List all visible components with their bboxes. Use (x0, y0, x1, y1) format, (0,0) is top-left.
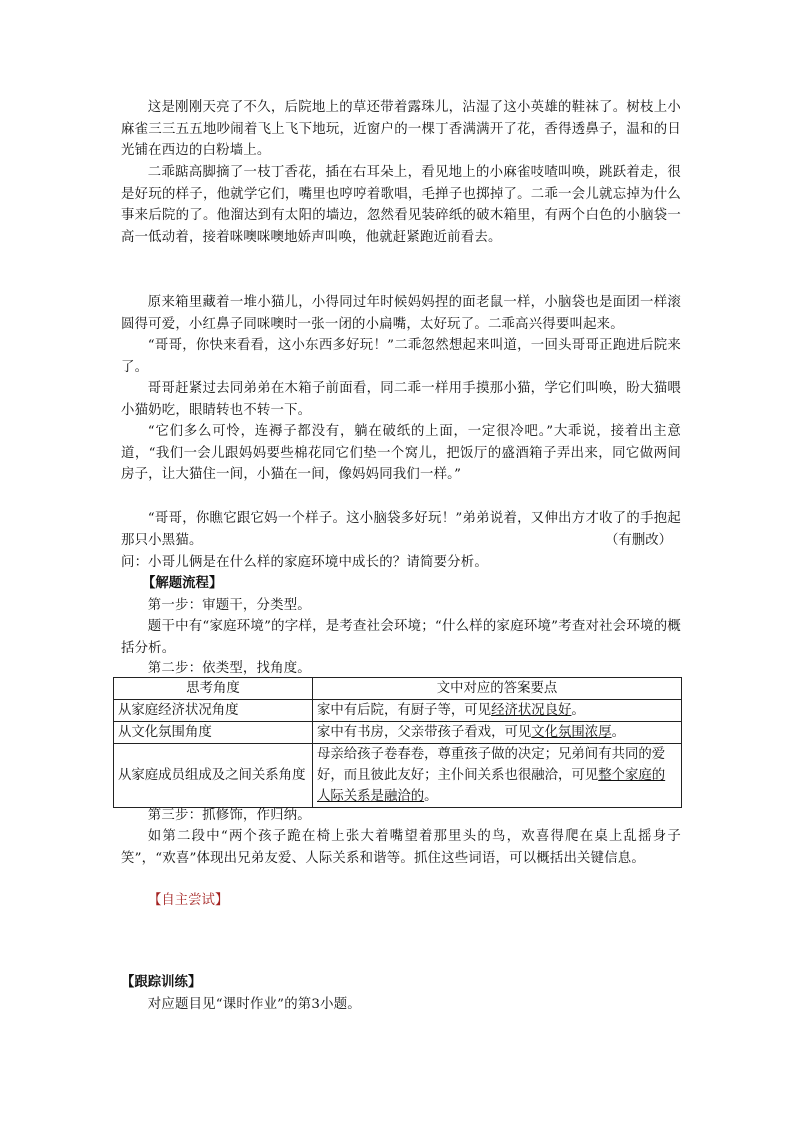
revision-note: （有删改） (605, 533, 672, 548)
table-cell-points (313, 722, 682, 744)
table-cell-angle: 从家庭成员组成及之间关系角度 (114, 744, 313, 808)
process-heading: 【解题流程】 (142, 575, 223, 591)
story-paragraph-5: 哥哥赶紧过去同弟弟在木箱子前面看，同二乖一样用手摸那小猫，学它们叫唤，盼大猫喂小猫奶吃，眼睛转也不转一下。 (121, 381, 681, 418)
table-cell-angle: 从文化氛围角度 (114, 722, 313, 744)
point-text: 家中有书房，父亲带孩子看戏，可见 (317, 725, 532, 740)
point-underlined: 整个家庭的人际关系是融洽的 (317, 768, 666, 804)
step2-label: 第二步：依类型，找角度。 (147, 661, 311, 676)
question-text: 问：小哥儿俩是在什么样的家庭环境中成长的？请简要分析。 (121, 555, 488, 570)
table-cell-points (313, 744, 682, 808)
story-paragraph-6: “它们多么可怜，连褥子都没有，躺在破纸的上面，一定很冷吧。”大乖说，接着出主意道，“我们一会儿跟妈妈要些棉花同它们垫一个窝儿，把饭厅的盛酒箱子弄出来，同它做两间房子，让大猫住一间，小猫在一间，像妈妈同我们一样。” (121, 424, 681, 483)
point-end: 。 (571, 703, 585, 718)
story-paragraph-2: 二乖踮高脚摘了一枝丁香花，插在右耳朵上，看见地上的小麻雀吱喳叫唤，跳跃着走，很是好玩的样子，他就学它们，嘴里也哼哼着歌唱，毛掸子也掷掉了。二乖一会儿就忘掉为什么事来后院的了。他溜达到有太阳的墙边，忽然看见装碎纸的破木箱里，有两个白色的小脑袋一高一低动着，接着咪噢咪噢地娇声叫唤，他就赶紧跑近前看去。 (121, 165, 681, 245)
point-end: 。 (424, 789, 438, 804)
table-cell-angle: 从家庭经济状况角度 (114, 700, 313, 722)
table-cell-points (313, 700, 682, 722)
step3-label: 第三步：抓修饰，作归纳。 (147, 808, 311, 823)
answer-table-header-row (114, 678, 682, 700)
follow-heading: 【跟踪训练】 (121, 974, 202, 990)
story-paragraph-1: 这是刚刚天亮了不久，后院地上的草还带着露珠儿，沾湿了这小英雄的鞋袜了。树枝上小麻雀三三五五地吵闹着飞上飞下地玩，近窗户的一棵丁香满满开了花，香得透鼻子，温和的日光铺在西边的白粉墙上。 (121, 100, 681, 159)
point-underlined: 经济状况良好 (491, 703, 572, 718)
table-header-angle: 思考角度 (114, 678, 313, 700)
step3-detail: 如第二段中“两个孩子跪在椅上张大着嘴望着那里头的鸟，欢喜得爬在桌上乱摇身子笑”，“欢喜”体现出兄弟友爱、人际关系和谐等。抓住这些词语，可以概括出关键信息。 (121, 829, 681, 866)
point-end: 。 (611, 725, 625, 740)
story-paragraph-4: “哥哥，你快来看看，这小东西多好玩！”二乖忽然想起来叫道，一回头哥哥正跑进后院来了。 (121, 338, 681, 375)
step1-label: 第一步：审题干，分类型。 (147, 598, 311, 613)
story-paragraph-7: “哥哥，你瞧它跟它妈一个样子。这小脑袋多好玩！”弟弟说着，又伸出方才收了的手抱起那只小黑猫。 (121, 511, 681, 548)
point-text: 家中有后院，有厨子等，可见 (317, 703, 492, 718)
answer-table (113, 677, 682, 808)
table-row (114, 744, 682, 808)
step1-detail: 题干中有“家庭环境”的字样，是考查社会环境；“什么样的家庭环境”考查对社会环境的概括分析。 (121, 619, 681, 656)
table-header-points: 文中对应的答案要点 (313, 678, 682, 700)
point-underlined: 文化氛围浓厚 (531, 725, 612, 740)
story-paragraph-3: 原来箱里藏着一堆小猫儿，小得同过年时候妈妈捏的面老鼠一样，小脑袋也是面团一样滚圆得可爱，小红鼻子同咪噢时一张一闭的小扁嘴，太好玩了。二乖高兴得要叫起来。 (121, 295, 681, 332)
table-row (114, 700, 682, 722)
point-text: 母亲给孩子卷春卷，尊重孩子做的决定；兄弟间有共同的爱好，而且彼此友好；主仆间关系也很融洽，可见 (317, 747, 666, 783)
self-try-label (148, 890, 228, 912)
follow-text: 对应题目见“课时作业”的第3小题。 (147, 997, 361, 1012)
self-try-text: 【自主尝试】 (148, 893, 229, 908)
table-row (114, 722, 682, 744)
